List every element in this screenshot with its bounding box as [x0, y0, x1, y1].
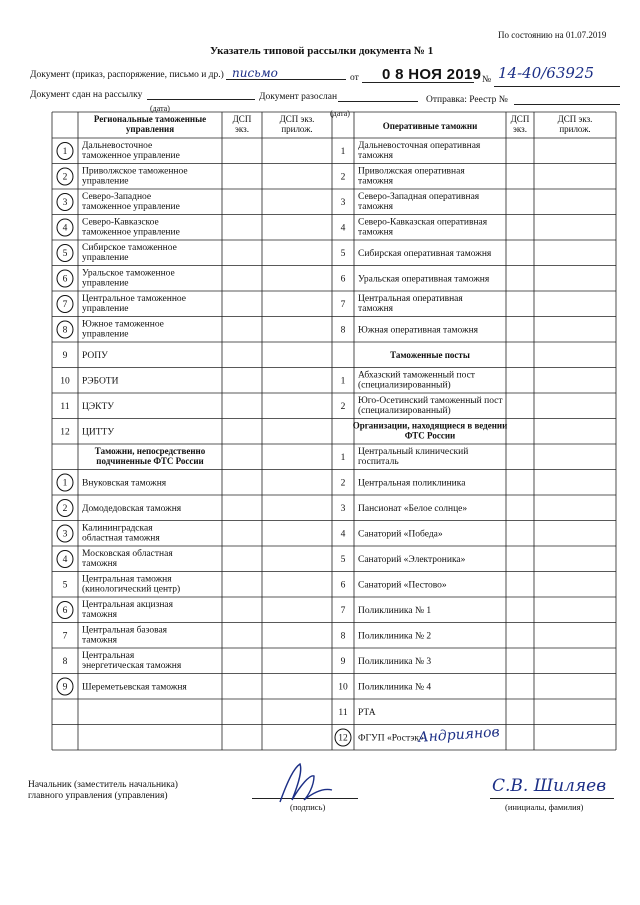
left-row-name: Северо-Западное	[82, 192, 152, 202]
right-row-number: 4	[340, 529, 346, 540]
right-row-number: 8	[340, 631, 346, 642]
left-row-name: (кинологический центр)	[82, 584, 181, 595]
left-row-name: Центральная базовая	[82, 625, 168, 636]
left-row-name: таможенное управление	[82, 227, 180, 238]
left-row-number: 1	[62, 478, 68, 489]
right-row-number: 2	[340, 172, 346, 183]
left-row-number: 3	[62, 198, 68, 208]
right-row-number: 9	[340, 657, 346, 667]
left-row-name: Северо-Кавказское	[82, 217, 159, 228]
left-row-name: Центральное таможенное	[82, 294, 187, 304]
left-row-number: 6	[62, 606, 68, 616]
sent-for-distribution-label: Документ сдан на рассылку	[30, 90, 143, 100]
right-row-name: Дальневосточная оперативная	[358, 141, 481, 151]
left-row-number: 7	[62, 300, 68, 310]
left-row-name: Южное таможенное	[82, 319, 164, 330]
name-line	[490, 798, 614, 799]
right-row-name: Северо-Кавказская оперативная	[358, 217, 488, 228]
as-of-date: По состоянию на 01.07.2019	[498, 30, 607, 40]
left-row-name: Московская областная	[82, 549, 173, 559]
document-type-label: Документ (приказ, распоряжение, письмо и др.)	[30, 70, 224, 80]
right-row-number: 4	[340, 223, 346, 234]
left-row-name: управление	[82, 304, 129, 314]
left-row-name: энергетическая таможня	[82, 661, 182, 671]
right-row-name: таможня	[358, 176, 394, 187]
left-row-name: Калининградская	[82, 523, 153, 534]
right-row-name: Поликлиника № 4	[358, 682, 432, 693]
left-row-number: 4	[62, 555, 68, 565]
right-row-number: 8	[340, 325, 346, 336]
right-row-number: 2	[340, 402, 346, 412]
left-row-number: 5	[62, 249, 68, 259]
right-row-name: Северо-Западная оперативная	[358, 192, 480, 202]
document-type-value: письмо	[232, 66, 278, 80]
right-row-name: Санаторий «Победа»	[358, 529, 443, 540]
left-section-heading: Таможни, непосредственно	[94, 446, 206, 456]
left-row-number: 12	[60, 427, 70, 438]
left-row-name: управление	[82, 176, 129, 187]
right-row-number: 11	[338, 708, 348, 718]
right-header-dsp-attachment: ДСП экз.	[557, 114, 593, 124]
left-header-dsp-attachment: прилож.	[281, 124, 313, 134]
position-line-1: Начальник (заместитель начальника)	[28, 780, 178, 790]
right-row-name: госпиталь	[358, 457, 399, 467]
right-row-name: Юго-Осетинский таможенный пост	[358, 396, 503, 406]
sent-date-caption: (дата)	[150, 104, 170, 113]
right-row-number: 5	[340, 249, 346, 259]
left-header-name: Региональные таможенные	[93, 114, 207, 124]
number-label: №	[482, 75, 492, 85]
right-row-number: 3	[340, 198, 346, 208]
left-row-name: управление	[82, 329, 129, 340]
right-row-number: 6	[340, 274, 346, 285]
left-row-name: Внуковская таможня	[82, 478, 167, 489]
left-row-number: 8	[62, 325, 68, 336]
dispatch-label: Отправка: Реестр №	[426, 95, 508, 105]
left-row-number: 6	[62, 274, 68, 285]
left-row-number: 9	[62, 682, 68, 693]
right-header-name: Оперативные таможни	[382, 121, 478, 131]
right-row-number: 1	[340, 376, 346, 387]
left-row-name: таможня	[82, 559, 118, 569]
right-row-name: Уральская оперативная таможня	[358, 274, 490, 285]
left-row-number: 11	[60, 402, 70, 412]
right-row-name: Поликлиника № 3	[358, 657, 432, 667]
left-row-name: РЭБОТИ	[82, 376, 119, 387]
right-row-name: таможня	[358, 202, 394, 212]
position-line-2: главного управления (управления)	[28, 791, 168, 801]
left-row-name: Центральная акцизная	[82, 600, 174, 610]
right-row-name: Санаторий «Электроника»	[358, 555, 466, 565]
right-row-name: Центральная оперативная	[358, 294, 463, 304]
from-label: от	[350, 73, 359, 83]
left-row-name: ЦИТТУ	[82, 427, 115, 438]
right-row-number: 6	[340, 580, 346, 591]
right-row-number: 10	[338, 682, 348, 693]
left-row-number: 1	[62, 147, 68, 157]
left-row-name: областная таможня	[82, 533, 160, 544]
left-row-number: 3	[62, 529, 68, 540]
left-row-number: 5	[62, 580, 68, 591]
left-row-name: Сибирское таможенное	[82, 243, 177, 253]
right-row-name: таможня	[358, 304, 394, 314]
right-row-name: Пансионат «Белое солнце»	[358, 504, 468, 514]
right-row-number: 5	[340, 555, 346, 565]
right-row-name: таможня	[358, 151, 394, 161]
signature-caption: (подпись)	[290, 802, 326, 812]
right-row-name: Абхазский таможенный пост	[358, 370, 475, 381]
date-stamp: 0 8 НОЯ 2019	[382, 66, 482, 83]
right-header-dsp: ДСП	[510, 114, 530, 124]
right-row-name: Санаторий «Пестово»	[358, 580, 447, 591]
right-row-number: 2	[340, 478, 346, 489]
left-row-name: управление	[82, 253, 129, 263]
left-row-name: таможня	[82, 635, 118, 646]
right-header-dsp: экз.	[513, 124, 527, 134]
right-row-name: Приволжская оперативная	[358, 166, 465, 177]
left-row-number: 7	[62, 631, 68, 642]
left-row-number: 8	[62, 657, 68, 667]
right-row-name: Поликлиника № 1	[358, 606, 432, 616]
left-section-heading: подчиненные ФТС России	[96, 456, 204, 466]
right-row-name: ФГУП «Ростэк»	[358, 733, 424, 744]
right-row-name: (специализированный)	[358, 406, 451, 416]
left-row-number: 4	[62, 223, 68, 234]
left-row-name: таможенное управление	[82, 202, 180, 212]
left-row-name: управление	[82, 278, 129, 289]
left-row-name: Шереметьевская таможня	[82, 682, 187, 693]
right-row-name: Сибирская оперативная таможня	[358, 249, 492, 259]
left-row-name: Центральная таможня	[82, 574, 172, 585]
right-section-heading: ФТС России	[404, 430, 456, 441]
distributed-date-caption: (дата)	[330, 109, 350, 118]
right-row-number: 7	[340, 300, 346, 310]
left-header-dsp: экз.	[235, 124, 249, 134]
right-section-heading: Организации, находящиеся в ведении	[352, 420, 508, 431]
name-caption: (инициалы, фамилия)	[505, 802, 584, 812]
left-row-name: Домодедовская таможня	[82, 504, 182, 514]
left-header-name: управления	[125, 124, 175, 134]
left-row-name: таможенное управление	[82, 151, 180, 161]
right-row-name: РТА	[358, 708, 376, 718]
left-row-name: Приволжское таможенное	[82, 166, 188, 177]
left-header-dsp-attachment: ДСП экз.	[279, 114, 315, 124]
right-row-number: 12	[338, 733, 348, 744]
left-row-name: Уральское таможенное	[82, 268, 175, 279]
right-header-dsp-attachment: прилож.	[559, 124, 591, 134]
left-row-number: 10	[60, 376, 70, 387]
right-row-name: Центральная поликлиника	[358, 478, 466, 489]
right-row-name: Поликлиника № 2	[358, 631, 432, 642]
document-number: 14-40/63925	[498, 64, 595, 82]
handwritten-signature-note: Андриянов	[417, 724, 501, 746]
left-row-name: РОПУ	[82, 351, 108, 361]
right-row-name: Центральный клинический	[358, 447, 469, 457]
right-row-name: (специализированный)	[358, 380, 451, 391]
left-row-number: 2	[62, 504, 68, 514]
left-row-name: таможня	[82, 610, 118, 620]
right-section-heading: Таможенные посты	[390, 350, 470, 360]
right-row-number: 1	[340, 453, 346, 463]
left-row-name: Центральная	[82, 651, 135, 661]
distributed-label: Документ разослан	[259, 92, 338, 102]
left-row-number: 2	[62, 172, 68, 183]
page-title: Указатель типовой рассылки документа № 1	[210, 45, 434, 57]
left-row-name: Дальневосточное	[82, 141, 153, 151]
right-row-number: 1	[340, 147, 346, 157]
right-row-name: Южная оперативная таможня	[358, 325, 479, 336]
right-row-number: 7	[340, 606, 346, 616]
right-row-number: 3	[340, 504, 346, 514]
signer-name: С.В. Шиляев	[492, 776, 607, 796]
right-row-name: таможня	[358, 227, 394, 238]
left-row-number: 9	[62, 351, 68, 361]
left-header-dsp: ДСП	[232, 114, 252, 124]
left-row-name: ЦЭКТУ	[82, 402, 114, 412]
